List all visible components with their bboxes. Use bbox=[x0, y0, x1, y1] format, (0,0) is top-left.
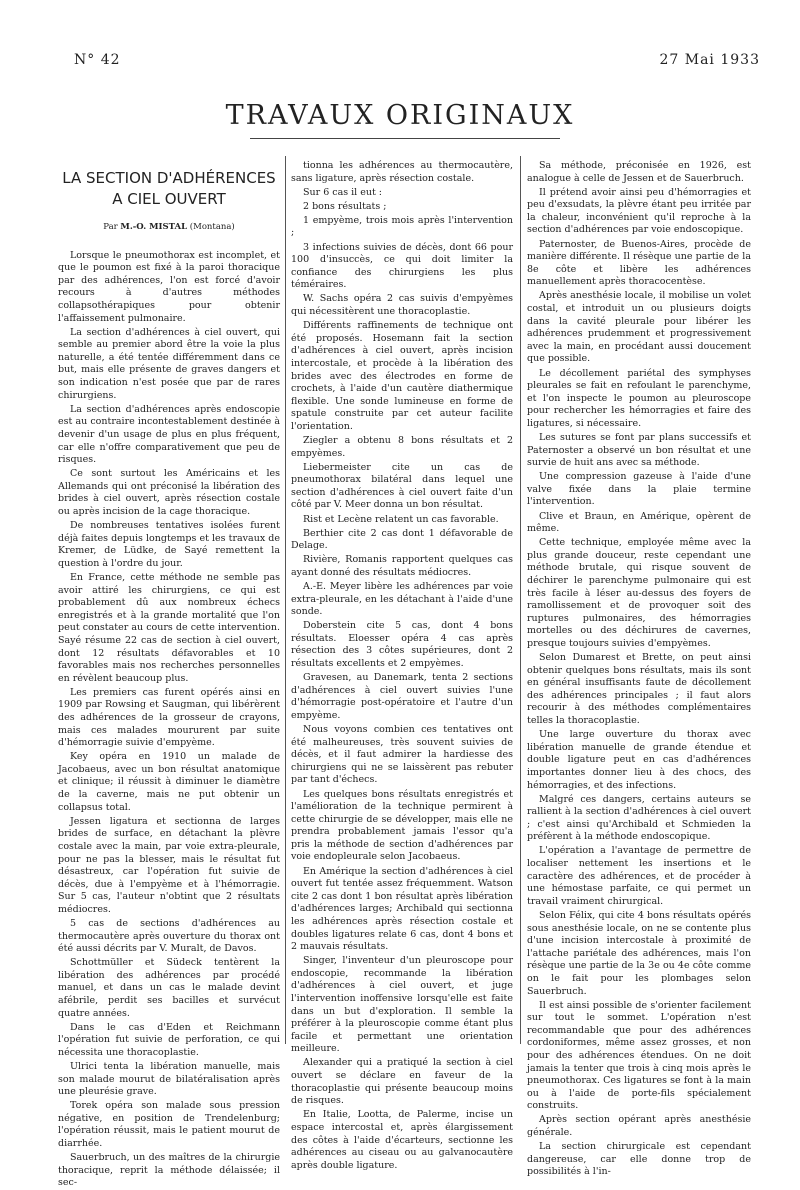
byline-author: M.-O. MISTAL bbox=[120, 222, 188, 232]
paragraph: Selon Félix, qui cite 4 bons résultats opérés sous anesthésie locale, on ne se contente plus d'une incision intercostale à proximité de l'attache pariétale des adhérences, mais l'on résèque une partie de la 3e ou 4e côte comme on le fait pour les plombages selon Sauerbruch. bbox=[527, 909, 751, 997]
paragraph: De nombreuses tentatives isolées furent déjà faites depuis longtemps et les travaux de Kremer, de Lüdke, de Sayé remettent la question à l'ordre du jour. bbox=[58, 520, 280, 569]
column-2-body bbox=[291, 160, 513, 1172]
paragraph: Ce sont surtout les Américains et les Allemands qui ont préconisé la libération des brides à ciel ouvert, après résection costale ou après incision de la cage thoracique. bbox=[58, 468, 280, 517]
paragraph: Lorsque le pneumothorax est incomplet, et que le poumon est fixé à la paroi thoracique par des adhérences, l'on est forcé d'avoir recours à d'autres méthodes collapsothérapiques pour obtenir l'affaissement pulmonaire. bbox=[58, 249, 280, 324]
paragraph: Doberstein cite 5 cas, dont 4 bons résultats. Eloesser opéra 4 cas après résection des 3 côtes supérieures, dont 2 résultats excellents et 2 empyèmes. bbox=[291, 620, 513, 670]
paragraph: Rist et Lecène relatent un cas favorable. bbox=[303, 513, 499, 525]
paragraph: Gravesen, au Danemark, tenta 2 sections d'adhérences à ciel ouvert suivies l'une d'hémorragie post-opératoire et l'autre d'un empyème. bbox=[291, 672, 513, 721]
paragraph: La section chirurgicale est cependant dangereuse, car elle donne trop de possibilités à l'in- bbox=[527, 1141, 751, 1178]
paragraph: Key opéra en 1910 un malade de Jacobaeus, avec un bon résultat anatomique et clinique; il réussit à diminuer le diamètre de la caverne, mais ne put obtenir un collapsus total. bbox=[58, 751, 280, 813]
paragraph: 5 cas de sections d'adhérences au thermocautère après ouverture du thorax ont été aussi décrits par V. Muralt, de Davos. bbox=[58, 917, 280, 955]
paragraph: tionna les adhérences au thermocautère, sans ligature, après résection costale. bbox=[291, 160, 513, 184]
paragraph: Rivière, Romanis rapportent quelques cas ayant donné des résultats médiocres. bbox=[291, 554, 513, 578]
paragraph: En France, cette méthode ne semble pas avoir attiré les chirurgiens, ce qui est probablement dû aux nombreux échecs enregistrés et à la grande mortalité que l'on peut constater au cours de cette intervention. Sayé résume 22 cas de section à ciel ouvert, dont 12 résultats défavorables et 10 favorables mais nos recherches personnelles en révèlent beaucoup plus. bbox=[58, 571, 280, 684]
article-title-line-1: LA SECTION D'ADHÉRENCES bbox=[62, 169, 276, 187]
paragraph: Torek opéra son malade sous pression négative, en position de Trendelenburg; l'opération réussit, mais le patient mourut de diarrhée. bbox=[58, 1100, 280, 1150]
paragraph: Paternoster, de Buenos-Aires, procède de manière différente. Il résèque une partie de la 8e côte et libère les adhérences manuellement après thoracocentèse. bbox=[527, 238, 751, 288]
paragraph: Liebermeister cite un cas de pneumothorax bilatéral dans lequel une section d'adhérences à ciel ouvert faite d'un côté par V. Meer donna un bon résultat. bbox=[291, 461, 513, 511]
paragraph: Jessen ligatura et sectionna de larges brides de surface, en détachant la plèvre costale avec la main, par voie extra-pleurale, pour ne pas la blesser, mais le résultat fut désastreux, car l'opération fut suivie de décès, due à l'empyème et à l'hémorragie. Sur 5 cas, l'auteur n'obtint que 2 résultats médiocres. bbox=[58, 815, 280, 915]
title-rule bbox=[250, 138, 560, 139]
paragraph: Une large ouverture du thorax avec libération manuelle de grande étendue et double ligature peut en cas d'adhérences importantes donner lieu à des chocs, des hémorragies, et des infections. bbox=[527, 729, 751, 791]
paragraph: Dans le cas d'Eden et Reichmann l'opération fut suivie de perforation, ce qui nécessita une thoracoplastie. bbox=[58, 1021, 280, 1058]
paragraph: Singer, l'inventeur d'un pleuroscope pour endoscopie, recommande la libération d'adhérences à ciel ouvert, et juge l'intervention inoffensive lorsqu'elle est faite dans un but d'exploration. Il semble la préférer à la pleuroscopie comme étant plus facile et permettant une orientation meilleure. bbox=[291, 955, 513, 1055]
paragraph: En Amérique la section d'adhérences à ciel ouvert fut tentée assez fréquemment. Watson cite 2 cas dont 1 bon résultat après libération d'adhérences larges; Archibald qui sectionna les adhérences après résection costale et doubles ligatures relate 6 cas, dont 4 bons et 2 mauvais résultats. bbox=[291, 865, 513, 953]
article-title bbox=[58, 168, 280, 210]
paragraph: Schottmüller et Südeck tentèrent la libération des adhérences par procédé manuel, et dans un cas le malade devint afébrile, perdit ses bacilles et survécut quatre années. bbox=[58, 957, 280, 1019]
paragraph: Les quelques bons résultats enregistrés et l'amélioration de la technique permirent à cette chirurgie de se développer, mais elle ne prendra probablement jamais l'essor qu'a pris la méthode de section d'adhérences par voie endopleurale selon Jacobaeus. bbox=[291, 788, 513, 863]
paragraph: Clive et Braun, en Amérique, opèrent de même. bbox=[527, 510, 751, 535]
paragraph: Une compression gazeuse à l'aide d'une valve fixée dans la plaie termine l'intervention. bbox=[527, 471, 751, 508]
paragraph: Selon Dumarest et Brette, on peut ainsi obtenir quelques bons résultats, mais ils sont en général insuffisants faute de décollement des adhérences principales ; il faut alors recourir à des méthodes complémentaires telles la thoracoplastie. bbox=[527, 652, 751, 727]
paragraph: Le décollement pariétal des symphyses pleurales se fait en refoulant le parenchyme, et l'on inspecte le poumon au pleuroscope pour rechercher les hémorragies et faire des ligatures, si nécessaire. bbox=[527, 367, 751, 429]
paragraph: Il est ainsi possible de s'orienter facilement sur tout le sommet. L'opération n'est recommandable que pour des adhérences cordoniformes, même assez grosses, et non pour des adhérences étendues. On ne doit jamais la tenter que trois à cinq mois après le pneumothorax. Ces ligatures se font à la main ou à l'aide de porte-fils spécialement construits. bbox=[527, 999, 751, 1112]
paragraph: En Italie, Lootta, de Palerme, incise un espace intercostal et, après élargissement des côtes à l'aide d'écarteurs, sectionne les adhérences au ciseau ou au galvanocautère après double ligature. bbox=[291, 1109, 513, 1171]
paragraph: Sa méthode, préconisée en 1926, est analogue à celle de Jessen et de Sauerbruch. bbox=[527, 160, 751, 184]
paragraph: Cette technique, employée même avec la plus grande douceur, reste cependant une méthode brutale, qui risque souvent de déchirer le parenchyme pulmonaire qui est très facile à léser au-dessus des foyers de ramollissement et de provoquer soit des ruptures pulmonaires, des hémorragies mortelles ou des déchirures de cavernes, presque toujours suivies d'empyèmes. bbox=[527, 537, 751, 649]
section-title: TRAVAUX ORIGINAUX bbox=[225, 100, 575, 131]
paragraph: La section d'adhérences à ciel ouvert, qui semble au premier abord être la voie la plus naturelle, a été tentée différemment dans ce but, mais elle présente de graves dangers et son indication n'est posée que par de rares chirurgiens. bbox=[58, 326, 280, 401]
paragraph: W. Sachs opéra 2 cas suivis d'empyèmes qui nécessitèrent une thoracoplastie. bbox=[291, 293, 513, 318]
paragraph: La section d'adhérences après endoscopie est au contraire incontestablement destinée à devenir d'un usage de plus en plus fréquent, car elle n'offre comparativement que peu de risques. bbox=[58, 403, 280, 466]
paragraph: 3 infections suivies de décès, dont 66 pour 100 d'insuccès, ce qui doit limiter la confiance des chirurgiens les plus téméraires. bbox=[291, 241, 513, 291]
column-divider-2 bbox=[520, 156, 521, 1044]
paragraph: Nous voyons combien ces tentatives ont été malheureuses, très souvent suivies de décès, et il faut admirer la hardiesse des chirurgiens qui ne se laissèrent pas rebuter par tant d'échecs. bbox=[291, 724, 513, 786]
column-1 bbox=[58, 166, 280, 1189]
column-1-body bbox=[58, 250, 280, 1190]
paragraph: Après anesthésie locale, il mobilise un volet costal, et introduit un ou plusieurs doigts dans la cavité pleurale pour libérer les adhérences prudemment et progressivement avec la main, en procédant aussi doucement que possible. bbox=[527, 290, 751, 365]
paragraph: Après section opérant après anesthésie générale. bbox=[527, 1114, 751, 1139]
paragraph: Sur 6 cas il eut : bbox=[303, 186, 383, 198]
byline-place: (Montana) bbox=[189, 222, 235, 232]
paragraph: Ulrici tenta la libération manuelle, mais son malade mourut de bilatéralisation après une pleurésie grave. bbox=[58, 1061, 280, 1098]
paragraph: L'opération a l'avantage de permettre de localiser nettement les insertions et le caractère des adhérences, et de procéder à une hémostase parfaite, ce qui permet un travail vraiment chirurgical. bbox=[527, 845, 751, 907]
article-title-line-2: A CIEL OUVERT bbox=[112, 190, 226, 208]
paragraph: Les premiers cas furent opérés ainsi en 1909 par Rowsing et Saugman, qui libérèrent des adhérences de la grosseur de crayons, mais ces malades moururent par suite d'hémorragie suivie d'empyème. bbox=[58, 686, 280, 749]
paragraph: Malgré ces dangers, certains auteurs se rallient à la section d'adhérences à ciel ouvert ; c'est ainsi qu'Archibald et Schmieden la préfèrent à la méthode endoscopique. bbox=[527, 793, 751, 843]
paragraph: 1 empyème, trois mois après l'intervention ; bbox=[291, 214, 513, 239]
paragraph: Berthier cite 2 cas dont 1 défavorable de Delage. bbox=[291, 527, 513, 552]
column-2 bbox=[291, 160, 513, 1171]
column-3-body bbox=[527, 160, 751, 1179]
column-3 bbox=[527, 160, 751, 1178]
paragraph: Ziegler a obtenu 8 bons résultats et 2 empyèmes. bbox=[291, 434, 513, 459]
paragraph: Il prétend avoir ainsi peu d'hémorragies et peu d'exsudats, la plèvre étant peu irritée par la chaleur, inconvénient qu'il reproche à la section d'adhérences par voie endoscopique. bbox=[527, 186, 751, 236]
column-divider-1 bbox=[285, 156, 286, 1044]
paragraph: A.-E. Meyer libère les adhérences par voie extra-pleurale, en les détachant à l'aide d'une sonde. bbox=[291, 581, 513, 618]
byline-par: Par bbox=[103, 222, 118, 232]
paragraph: Les sutures se font par plans successifs et Paternoster a observé un bon résultat et une survie de huit ans avec sa méthode. bbox=[527, 431, 751, 469]
issue-date: 27 Mai 1933 bbox=[659, 52, 760, 68]
issue-number: N° 42 bbox=[74, 52, 121, 68]
paragraph: 2 bons résultats ; bbox=[303, 200, 387, 212]
paragraph: Différents raffinements de technique ont été proposés. Hosemann fait la section d'adhérences à ciel ouvert, après incision intercostale, et procède à la libération des brides avec des électrodes en forme de crochets, à l'aide d'un cautère diathermique flexible. Une sonde lumineuse en forme de spatule construite par cet auteur facilite l'orientation. bbox=[291, 320, 513, 432]
article-byline bbox=[58, 221, 280, 234]
paragraph: Sauerbruch, un des maîtres de la chirurgie thoracique, reprit la méthode délaissée; il sec- bbox=[58, 1152, 280, 1189]
paragraph: Alexander qui a pratiqué la section à ciel ouvert se déclare en faveur de la thoracoplastie qui présente beaucoup moins de risques. bbox=[291, 1057, 513, 1107]
